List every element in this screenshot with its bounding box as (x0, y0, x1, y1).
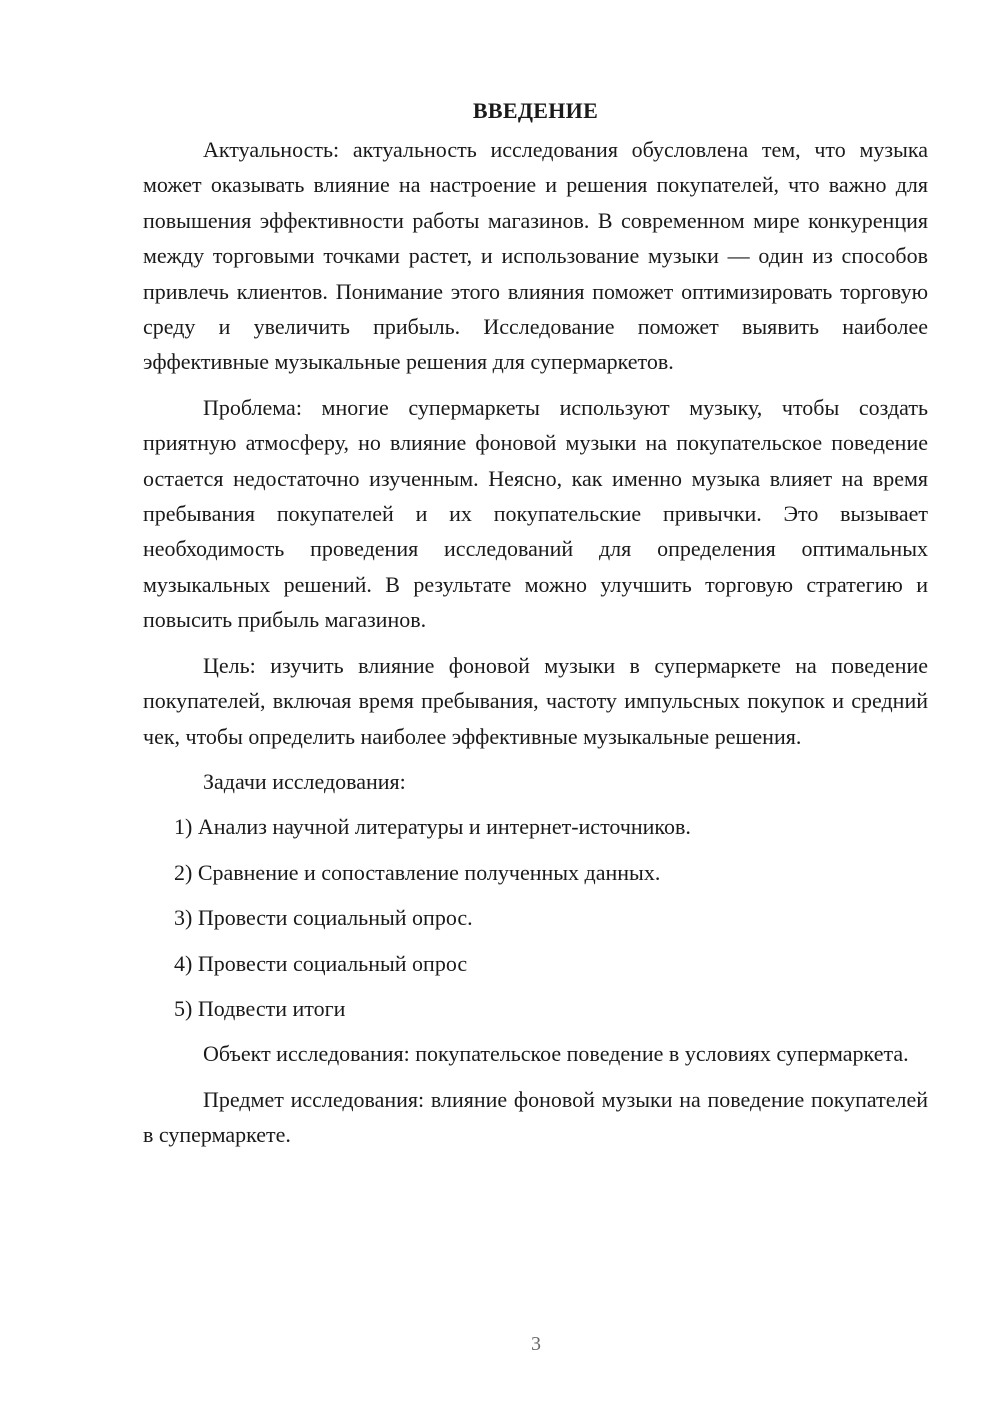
page-title: ВВЕДЕНИЕ (472, 98, 599, 123)
task-item-4: 4) Провести социальный опрос (174, 950, 468, 976)
task-item-3: 3) Провести социальный опрос. (174, 905, 473, 931)
paragraph-problem: Проблема: многие супермаркеты используют музыку, чтобы создать приятную атмосферу, но влияние фоновой музыки на покупательское поведение остается недостаточно изученным. Неясно, как именно музыка влияет на время пребывания покупателей и их покупательские привычки. Это вызывает необходимость проведения исследований для определения оптимальных музыкальных решений. В результате можно улучшить торговую стратегию и повысить прибыль магазинов. (143, 394, 928, 633)
paragraph-goal: Цель: изучить влияние фоновой музыки в супермаркете на поведение покупателей, включая время пребывания, частоту импульсных покупок и средний чек, чтобы определить наиболее эффективные музыкальные решения. (143, 652, 928, 749)
paragraph-object: Объект исследования: покупательское поведение в условиях супермаркета. (203, 1041, 909, 1067)
document-page (143, 96, 928, 1163)
task-item-1: 1) Анализ научной литературы и интернет-источников. (174, 814, 691, 840)
tasks-heading: Задачи исследования: (203, 768, 406, 794)
task-item-2: 2) Сравнение и сопоставление полученных данных. (174, 859, 661, 885)
task-item-5: 5) Подвести итоги (174, 995, 346, 1021)
paragraph-relevance: Актуальность: актуальность исследования обусловлена тем, что музыка может оказывать влияние на настроение и решения покупателей, что важно для повышения эффективности работы магазинов. В современном мире конкуренция между торговыми точками растет, и использование музыки — один из способов привлечь клиентов. Понимание этого влияния поможет оптимизировать торговую среду и увеличить прибыль. Исследование поможет выявить наиболее эффективные музыкальные решения для супермаркетов. (143, 137, 928, 375)
page-number: 3 (531, 1333, 541, 1355)
paragraph-subject: Предмет исследования: влияние фоновой музыки на поведение покупателей в супермаркете. (143, 1086, 928, 1148)
